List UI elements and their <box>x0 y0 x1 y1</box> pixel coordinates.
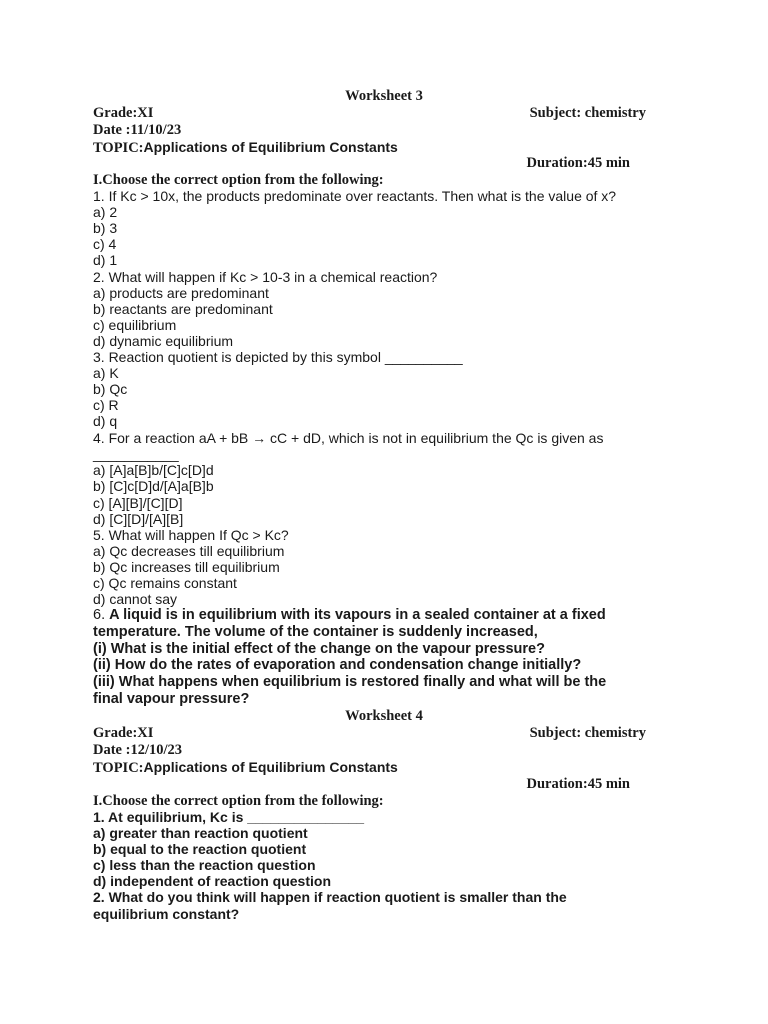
ws3-line: 1. If Kc > 10x, the products predominate over reactants. Then what is the value of x? <box>93 188 617 204</box>
worksheet-4-title: Worksheet 4 <box>345 708 423 724</box>
ws3-line: a) Qc decreases till equilibrium <box>93 543 285 559</box>
ws3-line: d) q <box>93 413 118 429</box>
ws4-topic <box>93 759 398 776</box>
ws3-line: 2. What will happen if Kc > 10-3 in a chemical reaction? <box>93 269 438 285</box>
ws3-q6-line: (iii) What happens when equilibrium is restored finally and what will be the <box>93 674 607 690</box>
ws4-line: 2. What do you think will happen if reaction quotient is smaller than the <box>93 889 567 905</box>
ws4-line: d) independent of reaction question <box>93 873 331 889</box>
ws3-line: ___________ <box>93 446 179 462</box>
ws3-line: a) K <box>93 365 119 381</box>
ws3-grade: Grade:XI <box>93 105 154 121</box>
ws4-topic-label: TOPIC: <box>93 760 144 776</box>
ws4-duration: Duration:45 min <box>526 776 630 792</box>
ws3-date: Date :11/10/23 <box>93 122 182 138</box>
ws4-grade: Grade:XI <box>93 725 154 741</box>
ws3-line: b) reactants are predominant <box>93 301 273 317</box>
ws3-q6-line: final vapour pressure? <box>93 691 250 707</box>
ws4-topic-text: Applications of Equilibrium Constants <box>143 759 398 775</box>
ws3-line: 5. What will happen If Qc > Kc? <box>93 527 289 543</box>
ws3-line: b) [C]c[D]d/[A]a[B]b <box>93 478 214 494</box>
ws4-instruction: I.Choose the correct option from the following: <box>93 793 384 809</box>
ws3-line: 3. Reaction quotient is depicted by this symbol __________ <box>93 349 463 365</box>
ws4-line: b) equal to the reaction quotient <box>93 841 307 857</box>
ws3-q6-line: (i) What is the initial effect of the change on the vapour pressure? <box>93 641 545 657</box>
ws3-line: c) 4 <box>93 236 117 252</box>
ws3-q6-line <box>93 607 606 623</box>
ws3-line: d) 1 <box>93 252 118 268</box>
ws3-line: d) [C][D]/[A][B] <box>93 511 184 527</box>
ws3-topic-text: Applications of Equilibrium Constants <box>143 139 398 155</box>
ws3-line: c) [A][B]/[C][D] <box>93 495 183 511</box>
ws3-line: a) products are predominant <box>93 285 269 301</box>
ws3-line: c) Qc remains constant <box>93 575 237 591</box>
ws3-duration: Duration:45 min <box>526 155 630 171</box>
worksheet-3-title: Worksheet 3 <box>345 88 423 104</box>
ws3-q6-line: temperature. The volume of the container is suddenly increased, <box>93 624 538 640</box>
ws3-topic-label: TOPIC: <box>93 140 144 156</box>
ws3-line: b) 3 <box>93 220 118 236</box>
ws4-date: Date :12/10/23 <box>93 742 182 758</box>
ws3-q6-line: (ii) How do the rates of evaporation and condensation change initially? <box>93 657 582 673</box>
ws3-subject: Subject: chemistry <box>529 105 646 121</box>
ws4-line: equilibrium constant? <box>93 906 240 922</box>
ws4-subject: Subject: chemistry <box>529 725 646 741</box>
ws3-q6-text: A liquid is in equilibrium with its vapours in a sealed container at a fixed <box>109 607 606 623</box>
ws3-q6-number: 6. <box>93 607 110 623</box>
ws4-line: c) less than the reaction question <box>93 857 316 873</box>
ws3-line: 4. For a reaction aA + bB → cC + dD, which is not in equilibrium the Qc is given as <box>93 430 604 446</box>
ws3-line: d) dynamic equilibrium <box>93 333 234 349</box>
ws3-topic <box>93 139 398 156</box>
ws3-line: c) equilibrium <box>93 317 177 333</box>
ws3-line: c) R <box>93 397 119 413</box>
ws3-line: a) [A]a[B]b/[C]c[D]d <box>93 462 214 478</box>
ws4-line: 1. At equilibrium, Kc is _______________ <box>93 809 365 825</box>
ws3-line: b) Qc increases till equilibrium <box>93 559 280 575</box>
ws3-line: b) Qc <box>93 381 128 397</box>
ws4-line: a) greater than reaction quotient <box>93 825 308 841</box>
ws3-line: d) cannot say <box>93 591 178 607</box>
ws3-instruction: I.Choose the correct option from the following: <box>93 172 384 188</box>
ws3-line: a) 2 <box>93 204 118 220</box>
